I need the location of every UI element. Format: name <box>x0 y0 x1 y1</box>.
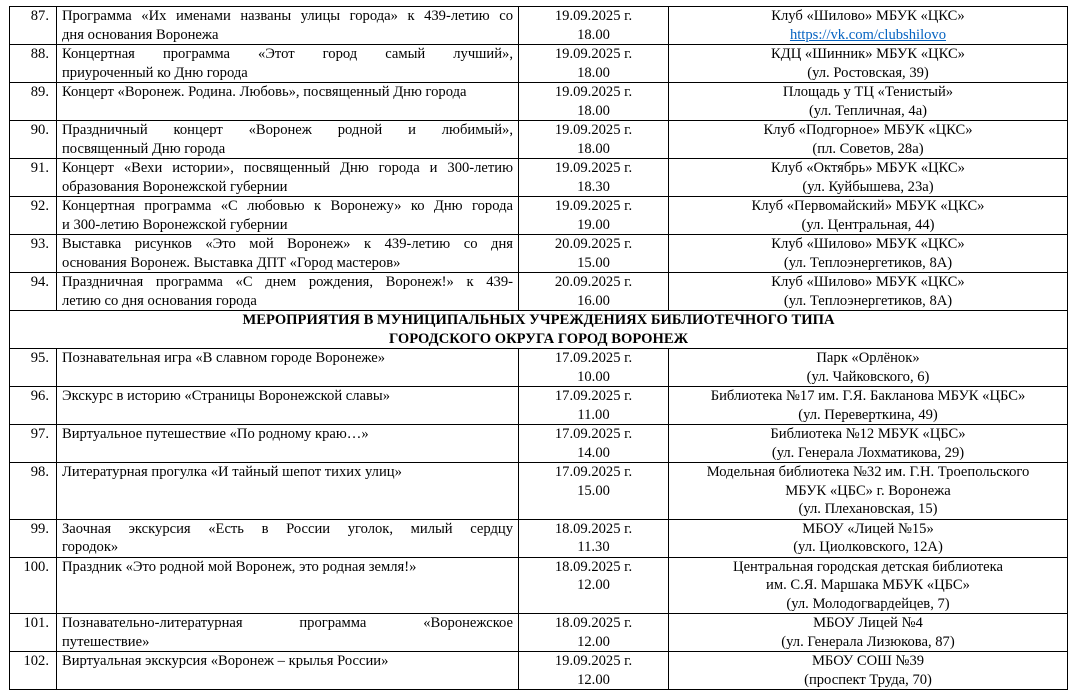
section-header-row <box>10 311 1068 349</box>
event-place-cell <box>669 614 1068 652</box>
event-datetime-cell <box>519 463 669 520</box>
event-name-cell <box>57 557 519 614</box>
event-place-line: МБОУ Лицей №4 <box>813 615 923 631</box>
event-place-line: им. С.Я. Маршака МБУК «ЦБС» <box>766 577 970 593</box>
section-header-line: МЕРОПРИЯТИЯ В МУНИЦИПАЛЬНЫХ УЧРЕЖДЕНИЯХ БИБЛИОТЕЧНОГО ТИПА <box>242 312 835 328</box>
event-place-line: Клуб «Подгорное» МБУК «ЦКС» <box>763 122 973 138</box>
table-row <box>10 557 1068 614</box>
row-number: 97. <box>10 425 57 463</box>
event-date: 19.09.2025 г. <box>554 198 633 214</box>
event-name-line: основания Воронеж. Выставка ДПТ «Город мастеров» <box>62 254 401 271</box>
row-number: 87. <box>10 7 57 45</box>
event-datetime-cell <box>519 557 669 614</box>
events-document <box>9 6 1068 690</box>
event-place-line: (ул. Чайковского, 6) <box>806 368 930 385</box>
event-name-line: Праздничная программа «С днем рождения, Воронеж!» к 439- <box>62 274 513 290</box>
event-name-line: Программа «Их именами названы улицы города» к 439-летию со <box>62 8 513 24</box>
event-name-cell <box>57 652 519 690</box>
events-table-upper-section <box>10 7 1068 311</box>
event-time: 18.00 <box>577 64 610 81</box>
event-name-cell <box>57 614 519 652</box>
event-time: 18.00 <box>577 102 610 119</box>
event-place-cell <box>669 349 1068 387</box>
event-place-cell <box>669 273 1068 311</box>
event-date: 19.09.2025 г. <box>554 122 633 138</box>
events-table-library-section <box>10 349 1068 690</box>
events-table-section-row-group <box>10 311 1068 349</box>
event-place-cell <box>669 519 1068 557</box>
event-time: 19.00 <box>577 216 610 233</box>
event-time: 14.00 <box>577 444 610 461</box>
event-place-line: Центральная городская детская библиотека <box>733 558 1003 575</box>
event-datetime-cell <box>519 159 669 197</box>
event-place-cell <box>669 425 1068 463</box>
event-name-cell <box>57 463 519 520</box>
event-date: 18.09.2025 г. <box>554 558 633 575</box>
table-row <box>10 83 1068 121</box>
event-name-line: путешествие» <box>62 633 150 650</box>
event-place-cell <box>669 557 1068 614</box>
event-place-line: Библиотека №17 им. Г.Я. Бакланова МБУК «ЦБС» <box>710 388 1026 404</box>
row-number: 99. <box>10 519 57 557</box>
event-place-line: (ул. Генерала Лохматикова, 29) <box>771 444 965 461</box>
event-place-line: (ул. Молодогвардейцев, 7) <box>786 595 950 612</box>
row-number: 102. <box>10 652 57 690</box>
event-date: 19.09.2025 г. <box>554 160 633 176</box>
row-number: 89. <box>10 83 57 121</box>
event-name-line: Праздничный концерт «Воронеж родной и любимый», <box>62 122 513 138</box>
row-number: 96. <box>10 387 57 425</box>
section-header-cell <box>10 311 1068 349</box>
event-name-cell <box>57 7 519 45</box>
event-time: 15.00 <box>577 482 610 499</box>
table-row <box>10 614 1068 652</box>
event-datetime-cell <box>519 387 669 425</box>
event-time: 12.00 <box>577 671 610 688</box>
event-datetime-cell <box>519 273 669 311</box>
event-date: 20.09.2025 г. <box>554 274 633 290</box>
event-name-line: Праздник «Это родной мой Воронеж, это родная земля!» <box>62 558 417 575</box>
row-number: 94. <box>10 273 57 311</box>
table-row <box>10 45 1068 83</box>
table-row <box>10 519 1068 557</box>
event-name-line: приуроченный ко Дню города <box>62 64 248 81</box>
table-row <box>10 121 1068 159</box>
event-name-line: городок» <box>62 539 119 555</box>
table-row <box>10 235 1068 273</box>
table-row <box>10 349 1068 387</box>
event-date: 17.09.2025 г. <box>554 388 633 404</box>
event-place-line: (ул. Плехановская, 15) <box>798 501 938 517</box>
event-place-cell <box>669 387 1068 425</box>
event-place-cell <box>669 652 1068 690</box>
event-time: 18.30 <box>577 178 610 195</box>
event-name-cell <box>57 235 519 273</box>
event-time: 18.00 <box>577 140 610 157</box>
event-date: 17.09.2025 г. <box>554 426 633 442</box>
event-name-line: Концерт «Вехи истории», посвященный Дню города и 300-летию <box>62 160 513 176</box>
event-place-cell <box>669 463 1068 520</box>
event-place-line: Площадь у ТЦ «Тенистый» <box>782 84 954 100</box>
event-datetime-cell <box>519 197 669 235</box>
event-datetime-cell <box>519 614 669 652</box>
event-time: 11.00 <box>577 406 610 423</box>
event-place-line: Клуб «Первомайский» МБУК «ЦКС» <box>751 198 985 214</box>
event-datetime-cell <box>519 7 669 45</box>
event-name-cell <box>57 121 519 159</box>
event-time: 12.00 <box>577 633 610 650</box>
event-name-line: Экскурс в историю «Страницы Воронежской славы» <box>62 388 391 404</box>
row-number: 95. <box>10 349 57 387</box>
event-name-line: Концертная программа «Этот город самый лучший», <box>62 46 513 62</box>
event-place-line: МБУК «ЦБС» г. Воронежа <box>785 482 951 499</box>
table-row <box>10 7 1068 45</box>
event-place-line: Библиотека №12 МБУК «ЦБС» <box>770 426 966 442</box>
event-place-line: (ул. Циолковского, 12А) <box>793 539 943 555</box>
row-number: 88. <box>10 45 57 83</box>
event-place-line: Клуб «Шилово» МБУК «ЦКС» <box>771 8 965 24</box>
table-row <box>10 652 1068 690</box>
event-name-line: Литературная прогулка «И тайный шепот тихих улиц» <box>62 464 402 480</box>
event-name-line: Заочная экскурсия «Есть в России уголок, милый сердцу <box>62 520 513 537</box>
event-name-cell <box>57 519 519 557</box>
event-place-line: МБОУ СОШ №39 <box>811 653 925 669</box>
table-row <box>10 387 1068 425</box>
event-place-line: (ул. Центральная, 44) <box>801 216 935 233</box>
event-name-cell <box>57 159 519 197</box>
event-name-line: дня основания Воронежа <box>62 26 219 43</box>
row-number: 93. <box>10 235 57 273</box>
event-name-line: Концертная программа «С любовью к Воронежу» ко Дню города <box>62 198 513 214</box>
event-place-line: (пл. Советов, 28а) <box>812 140 924 157</box>
event-date: 19.09.2025 г. <box>554 653 633 669</box>
event-name-line: Виртуальная экскурсия «Воронеж – крылья России» <box>62 653 389 669</box>
table-row <box>10 197 1068 235</box>
event-place-line: Клуб «Октябрь» МБУК «ЦКС» <box>771 160 965 176</box>
row-number: 101. <box>10 614 57 652</box>
event-place-cell <box>669 7 1068 45</box>
event-place-line: Парк «Орлёнок» <box>816 350 920 366</box>
event-name-line: Познавательно-литературная программа «Воронежское <box>62 615 513 631</box>
event-date: 17.09.2025 г. <box>554 464 633 480</box>
event-name-line: Виртуальное путешествие «По родному краю…» <box>62 426 369 442</box>
row-number: 100. <box>10 557 57 614</box>
row-number: 90. <box>10 121 57 159</box>
event-name-line: Выставка рисунков «Это мой Воронеж» к 439-летию со дня <box>62 236 513 252</box>
event-place-cell <box>669 159 1068 197</box>
event-place-line: (проспект Труда, 70) <box>804 671 932 688</box>
event-name-cell <box>57 387 519 425</box>
event-place-line: (ул. Теплоэнергетиков, 8А) <box>783 254 953 271</box>
event-place-line: (ул. Ростовская, 39) <box>807 64 929 81</box>
event-time: 10.00 <box>577 368 610 385</box>
event-datetime-cell <box>519 45 669 83</box>
event-time: 15.00 <box>577 254 610 271</box>
event-place-line: (ул. Переверткина, 49) <box>798 406 938 423</box>
event-link[interactable]: https://vk.com/clubshilovo <box>789 26 947 43</box>
row-number: 98. <box>10 463 57 520</box>
event-datetime-cell <box>519 425 669 463</box>
event-place-line: МБОУ «Лицей №15» <box>802 520 934 537</box>
event-time: 12.00 <box>577 577 610 593</box>
event-name-cell <box>57 83 519 121</box>
event-date: 18.09.2025 г. <box>554 615 633 631</box>
event-name-line: Познавательная игра «В славном городе Воронеже» <box>62 350 386 366</box>
event-name-line: и 300-летию Воронежской губернии <box>62 216 288 233</box>
event-place-cell <box>669 121 1068 159</box>
event-name-cell <box>57 273 519 311</box>
event-place-line: КДЦ «Шинник» МБУК «ЦКС» <box>771 46 965 62</box>
event-place-line: (ул. Куйбышева, 23а) <box>802 178 934 195</box>
events-table <box>9 6 1068 690</box>
event-time: 11.30 <box>577 539 610 555</box>
event-place-line: Клуб «Шилово» МБУК «ЦКС» <box>771 236 965 252</box>
event-datetime-cell <box>519 652 669 690</box>
event-time: 16.00 <box>577 292 610 309</box>
event-date: 19.09.2025 г. <box>554 84 633 100</box>
event-place-cell <box>669 83 1068 121</box>
event-place-line: (ул. Генерала Лизюкова, 87) <box>781 633 955 650</box>
event-date: 19.09.2025 г. <box>554 8 633 24</box>
event-name-cell <box>57 425 519 463</box>
event-name-cell <box>57 45 519 83</box>
event-date: 18.09.2025 г. <box>554 520 633 537</box>
event-name-cell <box>57 197 519 235</box>
table-row <box>10 273 1068 311</box>
table-row <box>10 159 1068 197</box>
row-number: 91. <box>10 159 57 197</box>
event-date: 17.09.2025 г. <box>554 350 633 366</box>
event-datetime-cell <box>519 519 669 557</box>
event-place-line: (ул. Тепличная, 4а) <box>808 102 928 119</box>
table-row <box>10 463 1068 520</box>
table-row <box>10 425 1068 463</box>
event-place-cell <box>669 45 1068 83</box>
row-number: 92. <box>10 197 57 235</box>
event-name-line: посвященный Дню города <box>62 140 226 157</box>
event-datetime-cell <box>519 349 669 387</box>
event-name-line: образования Воронежской губернии <box>62 178 288 195</box>
event-place-cell <box>669 235 1068 273</box>
event-date: 19.09.2025 г. <box>554 46 633 62</box>
event-place-line: Клуб «Шилово» МБУК «ЦКС» <box>771 274 965 290</box>
event-name-cell <box>57 349 519 387</box>
event-time: 18.00 <box>577 26 610 43</box>
event-datetime-cell <box>519 235 669 273</box>
event-name-line: Концерт «Воронеж. Родина. Любовь», посвященный Дню города <box>62 84 467 100</box>
event-datetime-cell <box>519 121 669 159</box>
event-date: 20.09.2025 г. <box>554 236 633 252</box>
section-header-line: ГОРОДСКОГО ОКРУГА ГОРОД ВОРОНЕЖ <box>388 330 689 347</box>
event-place-line: Модельная библиотека №32 им. Г.Н. Троепольского <box>706 464 1030 480</box>
event-datetime-cell <box>519 83 669 121</box>
event-name-line: летию со дня основания города <box>62 292 257 309</box>
event-place-line: (ул. Теплоэнергетиков, 8А) <box>783 292 953 309</box>
event-place-cell <box>669 197 1068 235</box>
